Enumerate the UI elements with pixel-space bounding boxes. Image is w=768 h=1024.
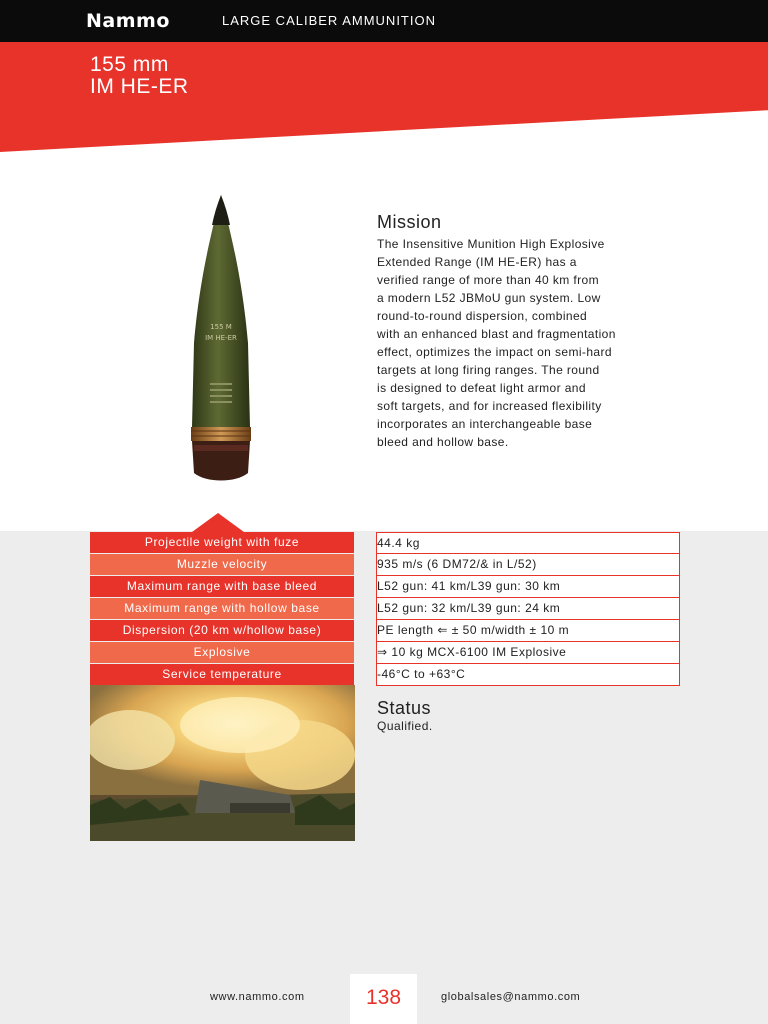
mission-line: is designed to defeat light armor and <box>377 381 586 395</box>
nammo-logo: Nammo <box>86 10 170 32</box>
mission-line: soft targets, and for increased flexibility <box>377 399 602 413</box>
table-row <box>90 642 680 664</box>
mission-line: bleed and hollow base. <box>377 435 509 449</box>
projectile-marking-2: IM HE-ER <box>205 334 237 342</box>
spec-value: PE length ⇐ ± 50 m/width ± 10 m <box>376 620 680 642</box>
spec-label: Projectile weight with fuze <box>90 532 354 553</box>
spec-value: -46°C to +63°C <box>376 664 680 686</box>
page-title <box>90 54 189 98</box>
mission-line: with an enhanced blast and fragmentation <box>377 327 616 341</box>
mission-line: round-to-round dispersion, combined <box>377 309 588 323</box>
firing-photo <box>90 685 355 841</box>
spec-label: Maximum range with base bleed <box>90 576 354 597</box>
projectile-marking-1: 155 M <box>210 323 232 331</box>
projectile-fuze-tip <box>212 195 230 225</box>
mission-line: incorporates an interchangeable base <box>377 417 593 431</box>
table-row <box>90 532 680 554</box>
spec-value: L52 gun: 41 km/L39 gun: 30 km <box>376 576 680 598</box>
mission-line: verified range of more than 40 km from <box>377 273 599 287</box>
section-category: LARGE CALIBER AMMUNITION <box>222 13 436 28</box>
spec-label: Explosive <box>90 642 354 663</box>
specs-table <box>90 532 680 686</box>
mission-text <box>377 235 697 451</box>
spec-label: Service temperature <box>90 664 354 685</box>
table-row <box>90 554 680 576</box>
status-heading: Status <box>377 698 432 718</box>
footer-email[interactable]: globalsales@nammo.com <box>441 991 581 1003</box>
spec-value: 935 m/s (6 DM72/& in L/52) <box>376 554 680 576</box>
table-row <box>90 620 680 642</box>
table-pointer-triangle <box>192 513 244 532</box>
page-number: 138 <box>365 986 402 1009</box>
mission-heading: Mission <box>377 212 442 232</box>
spec-value: 44.4 kg <box>376 532 680 554</box>
mission-line: effect, optimizes the impact on semi-hard <box>377 345 612 359</box>
mission-line: a modern L52 JBMoU gun system. Low <box>377 291 601 305</box>
footer-website[interactable]: www.nammo.com <box>210 991 305 1003</box>
mission-line: Extended Range (IM HE-ER) has a <box>377 255 577 269</box>
table-row <box>90 598 680 620</box>
table-row <box>90 576 680 598</box>
top-bar <box>0 0 768 42</box>
spec-value: L52 gun: 32 km/L39 gun: 24 km <box>376 598 680 620</box>
title-designation: IM HE-ER <box>90 75 189 98</box>
spec-label: Maximum range with hollow base <box>90 598 354 619</box>
title-caliber: 155 mm <box>90 53 169 76</box>
projectile-body <box>192 195 250 427</box>
projectile-illustration <box>186 193 256 485</box>
table-row <box>90 664 680 686</box>
rotating-band <box>191 427 251 441</box>
status-text: Qualified. <box>377 719 433 733</box>
mission-line: targets at long firing ranges. The round <box>377 363 600 377</box>
spec-label: Dispersion (20 km w/hollow base) <box>90 620 354 641</box>
spec-value: ⇒ 10 kg MCX-6100 IM Explosive <box>376 642 680 664</box>
mission-line: The Insensitive Munition High Explosive <box>377 237 605 251</box>
spec-label: Muzzle velocity <box>90 554 354 575</box>
